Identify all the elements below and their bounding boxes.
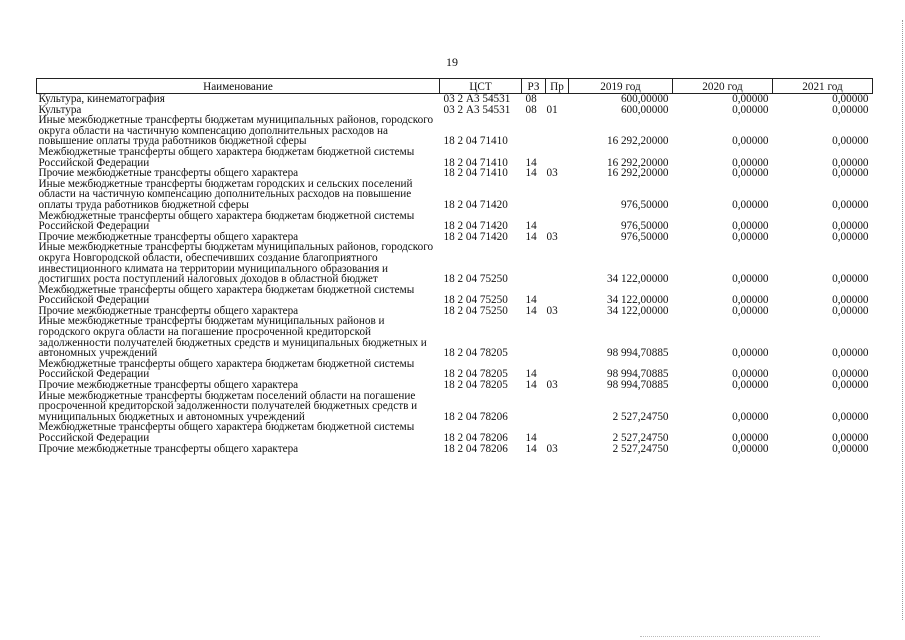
table-row bbox=[37, 359, 873, 380]
cell-2020: 0,00000 bbox=[732, 156, 769, 169]
cell-2021: 0,00000 bbox=[832, 432, 869, 444]
cell-cst: 18 2 04 78206 bbox=[443, 442, 508, 455]
cell-cst: 18 2 04 78205 bbox=[443, 368, 508, 381]
cell-2021: 0,00000 bbox=[832, 93, 869, 105]
cell-2019: 600,00000 bbox=[620, 103, 669, 116]
table-row bbox=[37, 115, 873, 147]
cell-2020: 0,00000 bbox=[732, 410, 769, 423]
table-row bbox=[37, 242, 873, 284]
cell-pr bbox=[546, 316, 569, 358]
cell-name: Иные межбюджетные трансферты бюджетам муниципальных районов и городского округа области на погашение просроченной кредиторской задолженности получателей бюджетных средств и муниципальных бюджетных и автономных учреждений bbox=[38, 315, 427, 360]
header-rz: РЗ bbox=[522, 79, 546, 94]
cell-name: Межбюджетные трансферты общего характера бюджетам бюджетной системы Российской Федерации bbox=[38, 283, 415, 307]
cell-2019: 2 527,24750 bbox=[612, 432, 669, 444]
cell-name: Межбюджетные трансферты общего характера бюджетам бюджетной системы Российской Федерации bbox=[38, 357, 415, 381]
cell-name: Прочие межбюджетные трансферты общего характера bbox=[38, 442, 299, 455]
cell-rz: 14 bbox=[525, 442, 537, 455]
cell-name: Иные межбюджетные трансферты бюджетам муниципальных районов, городского округа области на частичную компенсацию дополнительных расходов на повышение оплаты труда работников бюджетной сферы bbox=[38, 114, 434, 148]
cell-pr bbox=[546, 94, 569, 105]
cell-pr bbox=[546, 242, 569, 284]
table-row bbox=[37, 285, 873, 306]
cell-name: Культура, кинематография bbox=[38, 93, 165, 105]
table-row bbox=[37, 147, 873, 168]
cell-2020: 0,00000 bbox=[732, 432, 769, 444]
cell-2021: 0,00000 bbox=[832, 368, 869, 381]
cell-2019: 600,00000 bbox=[620, 93, 669, 105]
cell-cst: 18 2 04 71410 bbox=[443, 156, 508, 169]
cell-rz: 14 bbox=[525, 294, 537, 307]
cell-2019: 2 527,24750 bbox=[612, 410, 669, 423]
cell-2021: 0,00000 bbox=[832, 347, 869, 360]
cell-pr: 01 bbox=[546, 103, 558, 116]
cell-rz bbox=[522, 242, 546, 284]
header-name: Наименование bbox=[37, 79, 440, 94]
table-row bbox=[37, 211, 873, 232]
cell-2019: 976,50000 bbox=[620, 230, 669, 243]
cell-rz: 14 bbox=[525, 304, 537, 317]
cell-2019: 98 994,70885 bbox=[606, 379, 669, 392]
table-row bbox=[37, 444, 873, 455]
cell-2020: 0,00000 bbox=[732, 103, 769, 116]
cell-rz bbox=[522, 115, 546, 147]
cell-2021: 0,00000 bbox=[832, 198, 869, 211]
cell-2020: 0,00000 bbox=[732, 304, 769, 317]
cell-2021: 0,00000 bbox=[832, 410, 869, 423]
scan-smudge bbox=[640, 633, 820, 637]
cell-rz: 14 bbox=[525, 368, 537, 381]
cell-2019: 98 994,70885 bbox=[606, 368, 669, 381]
cell-2020: 0,00000 bbox=[732, 93, 769, 105]
cell-2021: 0,00000 bbox=[832, 167, 869, 180]
cell-cst: 03 2 А3 54531 bbox=[443, 93, 511, 105]
cell-rz bbox=[522, 316, 546, 358]
cell-rz bbox=[522, 391, 546, 423]
cell-pr: 03 bbox=[546, 230, 558, 243]
cell-rz: 14 bbox=[525, 379, 537, 392]
header-2019: 2019 год bbox=[569, 79, 673, 94]
header-cst: ЦСТ bbox=[440, 79, 522, 94]
table-header-row bbox=[37, 79, 873, 94]
cell-2020: 0,00000 bbox=[732, 135, 769, 148]
cell-2020: 0,00000 bbox=[732, 347, 769, 360]
table-row bbox=[37, 316, 873, 358]
cell-2020: 0,00000 bbox=[732, 220, 769, 233]
cell-cst: 18 2 04 78206 bbox=[443, 410, 508, 423]
table-body bbox=[37, 94, 873, 455]
table-row bbox=[37, 422, 873, 443]
table-row bbox=[37, 391, 873, 423]
header-2020: 2020 год bbox=[673, 79, 773, 94]
cell-cst: 03 2 А3 54531 bbox=[443, 103, 511, 116]
cell-2019: 976,50000 bbox=[620, 198, 669, 211]
cell-name: Иные межбюджетные трансферты бюджетам муниципальных районов, городского округа Новгородской области, обеспечивших создание благоприятного инвестиционного климата на территории муниципального образования и достигших роста поступлений налоговых доходов в областной бюджет bbox=[38, 241, 434, 286]
cell-pr bbox=[546, 211, 569, 232]
cell-rz: 14 bbox=[525, 156, 537, 169]
cell-2021: 0,00000 bbox=[832, 230, 869, 243]
cell-rz: 08 bbox=[525, 103, 537, 116]
cell-pr: 03 bbox=[546, 167, 558, 180]
scan-edge bbox=[899, 20, 903, 620]
cell-2021: 0,00000 bbox=[832, 103, 869, 116]
cell-2020: 0,00000 bbox=[732, 273, 769, 286]
header-pr: Пр bbox=[546, 79, 569, 94]
cell-name: Иные межбюджетные трансферты бюджетам поселений области на погашение просроченной кредиторской задолженности получателей бюджетных средств и муниципальных бюджетных и автономных учреждений bbox=[38, 389, 418, 423]
cell-2019: 34 122,00000 bbox=[606, 304, 669, 317]
cell-name: Межбюджетные трансферты общего характера бюджетам бюджетной системы Российской Федерации bbox=[38, 421, 415, 444]
cell-name: Иные межбюджетные трансферты бюджетам городских и сельских поселений области на частичную компенсацию дополнительных расходов на повышение оплаты труда работников бюджетной сферы bbox=[38, 177, 413, 211]
cell-pr: 03 bbox=[546, 304, 558, 317]
cell-2019: 976,50000 bbox=[620, 220, 669, 233]
cell-2019: 16 292,20000 bbox=[606, 135, 669, 148]
cell-2021: 0,00000 bbox=[832, 135, 869, 148]
cell-2019: 34 122,00000 bbox=[606, 273, 669, 286]
cell-rz: 14 bbox=[525, 220, 537, 233]
cell-2019: 2 527,24750 bbox=[612, 442, 669, 455]
cell-name: Прочие межбюджетные трансферты общего характера bbox=[38, 230, 299, 243]
cell-pr: 03 bbox=[546, 442, 558, 455]
cell-name: Межбюджетные трансферты общего характера бюджетам бюджетной системы Российской Федерации bbox=[38, 209, 415, 233]
cell-cst: 18 2 04 71410 bbox=[443, 135, 508, 148]
cell-2019: 34 122,00000 bbox=[606, 294, 669, 307]
cell-2021: 0,00000 bbox=[832, 156, 869, 169]
cell-2019: 16 292,20000 bbox=[606, 167, 669, 180]
cell-cst: 18 2 04 71420 bbox=[443, 230, 508, 243]
cell-cst: 18 2 04 78206 bbox=[443, 432, 508, 444]
cell-cst: 18 2 04 75250 bbox=[443, 273, 508, 286]
cell-pr bbox=[546, 285, 569, 306]
cell-2020: 0,00000 bbox=[732, 442, 769, 455]
cell-pr bbox=[546, 115, 569, 147]
header-2021: 2021 год bbox=[773, 79, 873, 94]
budget-table bbox=[36, 78, 873, 454]
cell-2021: 0,00000 bbox=[832, 294, 869, 307]
cell-cst: 18 2 04 78205 bbox=[443, 379, 508, 392]
cell-name: Прочие межбюджетные трансферты общего характера bbox=[38, 379, 299, 392]
cell-name: Прочие межбюджетные трансферты общего характера bbox=[38, 167, 299, 180]
cell-pr: 03 bbox=[546, 379, 558, 392]
cell-rz: 14 bbox=[525, 230, 537, 243]
cell-name: Прочие межбюджетные трансферты общего характера bbox=[38, 304, 299, 317]
cell-name: Культура bbox=[38, 103, 82, 116]
cell-pr bbox=[546, 179, 569, 211]
cell-2019: 98 994,70885 bbox=[606, 347, 669, 360]
cell-cst: 18 2 04 78205 bbox=[443, 347, 508, 360]
cell-cst: 18 2 04 75250 bbox=[443, 304, 508, 317]
cell-2021: 0,00000 bbox=[832, 379, 869, 392]
cell-cst: 18 2 04 71410 bbox=[443, 167, 508, 180]
cell-pr bbox=[546, 422, 569, 443]
cell-2021: 0,00000 bbox=[832, 273, 869, 286]
cell-2019: 16 292,20000 bbox=[606, 156, 669, 169]
cell-pr bbox=[546, 359, 569, 380]
cell-2020: 0,00000 bbox=[732, 167, 769, 180]
cell-2021: 0,00000 bbox=[832, 304, 869, 317]
cell-2021: 0,00000 bbox=[832, 220, 869, 233]
cell-2020: 0,00000 bbox=[732, 198, 769, 211]
cell-2020: 0,00000 bbox=[732, 379, 769, 392]
cell-rz bbox=[522, 179, 546, 211]
cell-2020: 0,00000 bbox=[732, 368, 769, 381]
cell-rz: 14 bbox=[525, 167, 537, 180]
page-number: 19 bbox=[446, 55, 458, 69]
cell-rz: 08 bbox=[525, 93, 537, 105]
cell-2020: 0,00000 bbox=[732, 230, 769, 243]
cell-cst: 18 2 04 71420 bbox=[443, 198, 508, 211]
cell-2021: 0,00000 bbox=[832, 442, 869, 455]
cell-cst: 18 2 04 75250 bbox=[443, 294, 508, 307]
cell-pr bbox=[546, 147, 569, 168]
cell-cst: 18 2 04 71420 bbox=[443, 220, 508, 233]
cell-rz: 14 bbox=[525, 432, 537, 444]
table-row bbox=[37, 179, 873, 211]
table-row bbox=[37, 94, 873, 105]
cell-pr bbox=[546, 391, 569, 423]
cell-2020: 0,00000 bbox=[732, 294, 769, 307]
cell-name: Межбюджетные трансферты общего характера бюджетам бюджетной системы Российской Федерации bbox=[38, 145, 415, 169]
